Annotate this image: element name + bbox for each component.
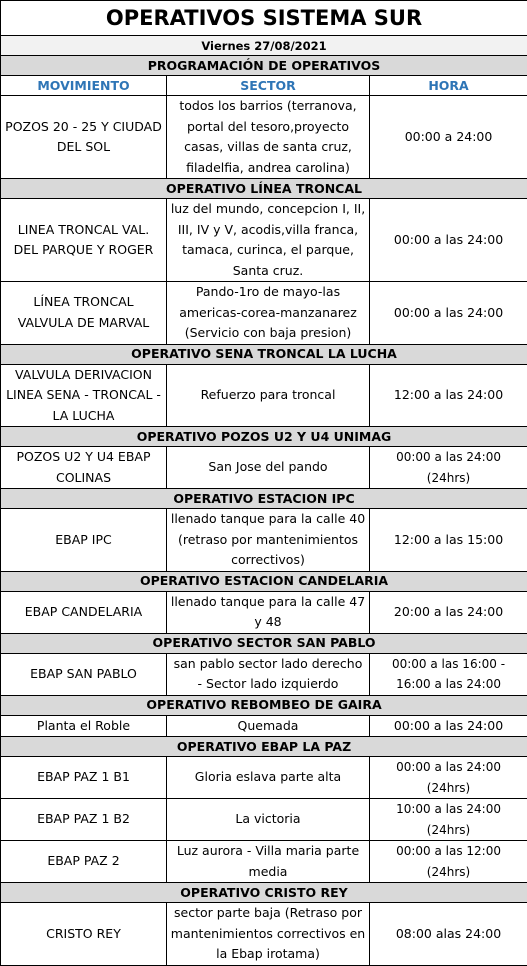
sector-cell: Luz aurora - Villa maria parte media bbox=[167, 841, 370, 883]
movimiento-cell: EBAP CANDELARIA bbox=[1, 591, 167, 633]
table-row bbox=[1, 799, 527, 841]
movimiento-cell: EBAP IPC bbox=[1, 509, 167, 572]
table-row bbox=[1, 199, 527, 282]
section-title: OPERATIVO SECTOR SAN PABLO bbox=[1, 633, 527, 653]
table-row bbox=[1, 841, 527, 883]
column-header-sector: SECTOR bbox=[167, 76, 370, 96]
section-title: OPERATIVO REBOMBEO DE GAIRA bbox=[1, 695, 527, 715]
sector-cell: Pando-1ro de mayo-las americas-corea-manzanarez (Servicio con baja presion) bbox=[167, 282, 370, 345]
hora-cell: 00:00 a las 24:00 (24hrs) bbox=[370, 447, 527, 489]
sector-cell: sector parte baja (Retraso por mantenimientos correctivos en la Ebap irotama) bbox=[167, 903, 370, 966]
table-row bbox=[1, 96, 527, 179]
hora-cell: 00:00 a 24:00 bbox=[370, 96, 527, 179]
sector-cell: llenado tanque para la calle 47 y 48 bbox=[167, 591, 370, 633]
hora-cell: 00:00 a las 24:00 (24hrs) bbox=[370, 757, 527, 799]
section-title: PROGRAMACIÓN DE OPERATIVOS bbox=[1, 56, 527, 76]
movimiento-cell: POZOS 20 - 25 Y CIUDAD DEL SOL bbox=[1, 96, 167, 179]
hora-cell: 20:00 a las 24:00 bbox=[370, 591, 527, 633]
table-row bbox=[1, 282, 527, 345]
page-title: OPERATIVOS SISTEMA SUR bbox=[1, 1, 527, 36]
hora-cell: 00:00 a las 24:00 bbox=[370, 199, 527, 282]
movimiento-cell: VALVULA DERIVACION LINEA SENA - TRONCAL - LA LUCHA bbox=[1, 364, 167, 427]
hora-cell: 00:00 a las 24:00 bbox=[370, 715, 527, 737]
sector-cell: Refuerzo para troncal bbox=[167, 364, 370, 427]
movimiento-cell: LINEA TRONCAL VAL. DEL PARQUE Y ROGER bbox=[1, 199, 167, 282]
hora-cell: 00:00 a las 16:00 - 16:00 a las 24:00 bbox=[370, 653, 527, 695]
column-header-movimiento: MOVIMIENTO bbox=[1, 76, 167, 96]
sector-cell: Gloria eslava parte alta bbox=[167, 757, 370, 799]
movimiento-cell: EBAP PAZ 2 bbox=[1, 841, 167, 883]
hora-cell: 12:00 a las 24:00 bbox=[370, 364, 527, 427]
section-title: OPERATIVO ESTACION CANDELARIA bbox=[1, 571, 527, 591]
sector-cell: llenado tanque para la calle 40 (retraso por mantenimientos correctivos) bbox=[167, 509, 370, 572]
sector-cell: luz del mundo, concepcion I, II, III, IV y V, acodis,villa franca, tamaca, curinca, el parque, Santa cruz. bbox=[167, 199, 370, 282]
sector-cell: san pablo sector lado derecho - Sector lado izquierdo bbox=[167, 653, 370, 695]
sector-cell: todos los barrios (terranova, portal del tesoro,proyecto casas, villas de santa cruz, filadelfia, andrea carolina) bbox=[167, 96, 370, 179]
hora-cell: 12:00 a las 15:00 bbox=[370, 509, 527, 572]
hora-cell: 00:00 a las 24:00 bbox=[370, 282, 527, 345]
sector-cell: San Jose del pando bbox=[167, 447, 370, 489]
table-row bbox=[1, 591, 527, 633]
table-row bbox=[1, 364, 527, 427]
sector-cell: La victoria bbox=[167, 799, 370, 841]
section-title: OPERATIVO ESTACION IPC bbox=[1, 489, 527, 509]
table-row bbox=[1, 509, 527, 572]
hora-cell: 00:00 a las 12:00 (24hrs) bbox=[370, 841, 527, 883]
table-row bbox=[1, 757, 527, 799]
movimiento-cell: EBAP PAZ 1 B2 bbox=[1, 799, 167, 841]
column-header-hora: HORA bbox=[370, 76, 527, 96]
movimiento-cell: CRISTO REY bbox=[1, 903, 167, 966]
table-row bbox=[1, 903, 527, 966]
movimiento-cell: EBAP SAN PABLO bbox=[1, 653, 167, 695]
date-label: Viernes 27/08/2021 bbox=[1, 36, 527, 56]
movimiento-cell: POZOS U2 Y U4 EBAP COLINAS bbox=[1, 447, 167, 489]
hora-cell: 10:00 a las 24:00 (24hrs) bbox=[370, 799, 527, 841]
section-title: OPERATIVO SENA TRONCAL LA LUCHA bbox=[1, 344, 527, 364]
table-row bbox=[1, 653, 527, 695]
section-title: OPERATIVO EBAP LA PAZ bbox=[1, 737, 527, 757]
section-title: OPERATIVO POZOS U2 Y U4 UNIMAG bbox=[1, 427, 527, 447]
sector-cell: Quemada bbox=[167, 715, 370, 737]
section-title: OPERATIVO CRISTO REY bbox=[1, 883, 527, 903]
table-row bbox=[1, 715, 527, 737]
hora-cell: 08:00 alas 24:00 bbox=[370, 903, 527, 966]
table-row bbox=[1, 447, 527, 489]
movimiento-cell: EBAP PAZ 1 B1 bbox=[1, 757, 167, 799]
movimiento-cell: Planta el Roble bbox=[1, 715, 167, 737]
section-title: OPERATIVO LÍNEA TRONCAL bbox=[1, 179, 527, 199]
movimiento-cell: LÍNEA TRONCAL VALVULA DE MARVAL bbox=[1, 282, 167, 345]
